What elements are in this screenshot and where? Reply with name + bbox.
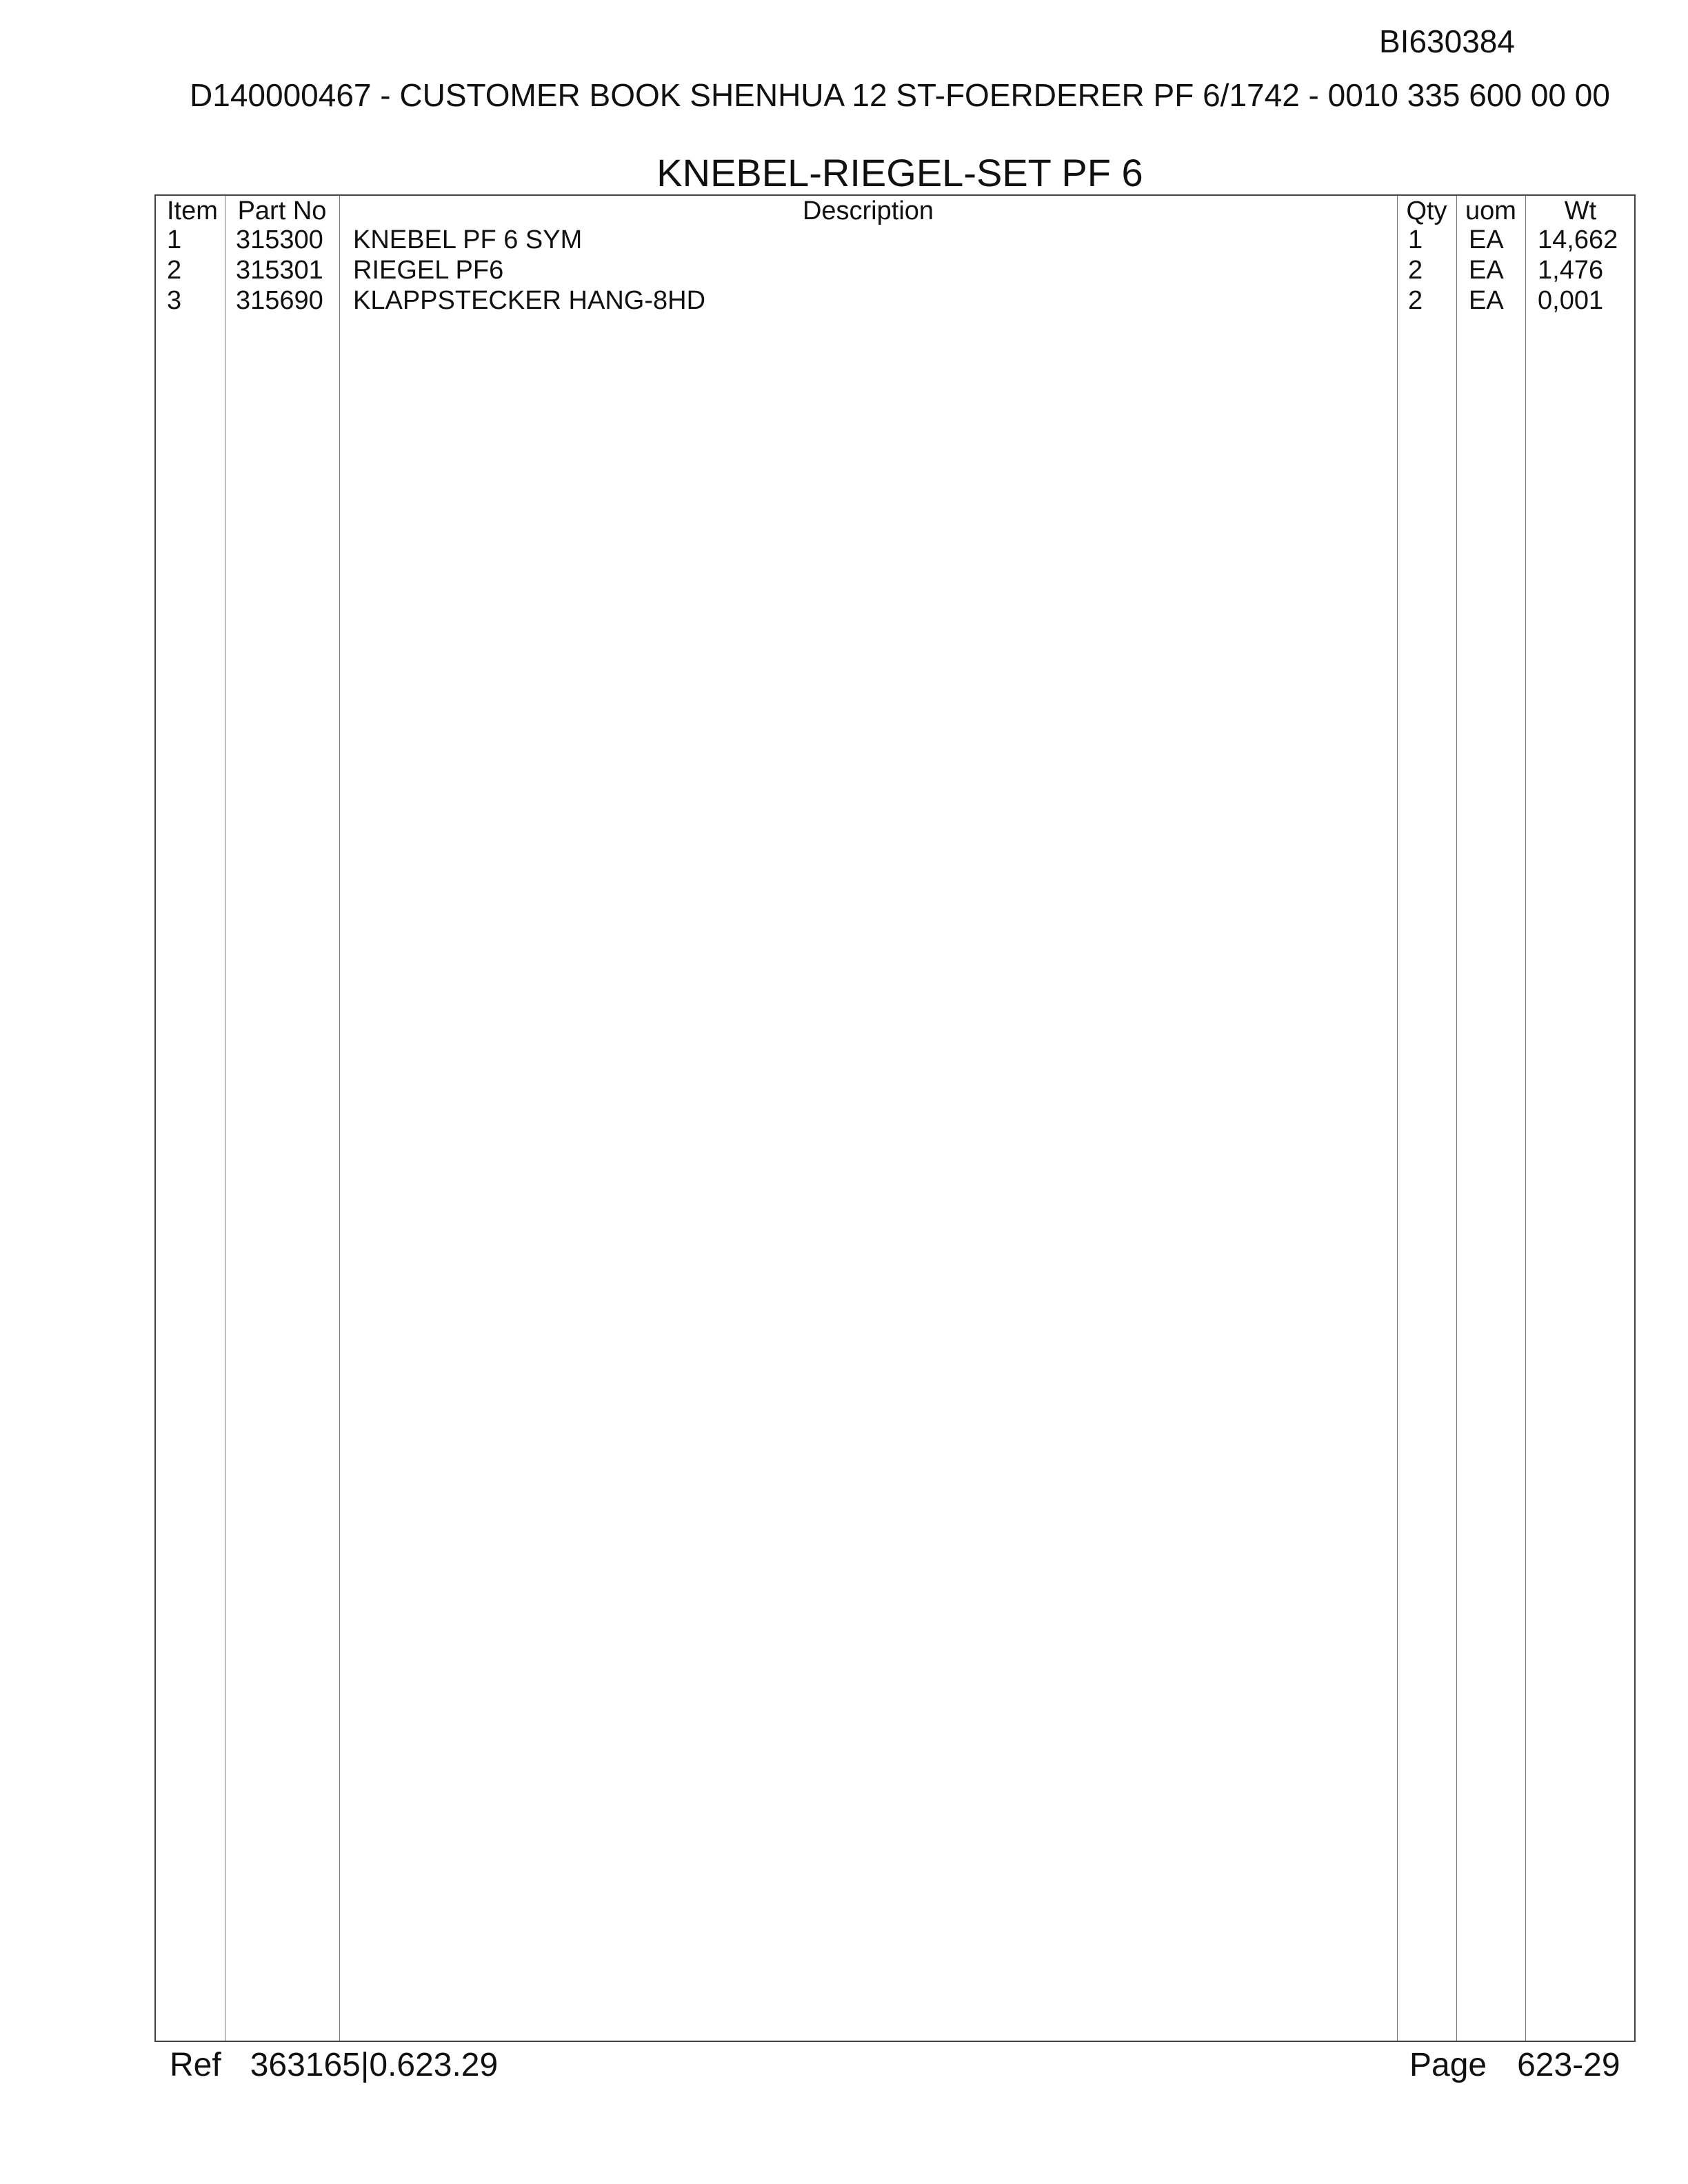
part-number: 315301 bbox=[236, 256, 323, 285]
unit-of-measure: EA bbox=[1469, 225, 1504, 254]
unit-of-measure: EA bbox=[1469, 256, 1504, 285]
weight: 1,476 bbox=[1538, 256, 1604, 285]
column-divider bbox=[1397, 196, 1398, 2041]
part-description: KNEBEL PF 6 SYM bbox=[353, 225, 583, 254]
item-number: 3 bbox=[167, 286, 182, 315]
assembly-title: KNEBEL-RIEGEL-SET PF 6 bbox=[656, 151, 1143, 194]
column-divider bbox=[1525, 196, 1526, 2041]
quantity: 2 bbox=[1408, 286, 1423, 315]
document-id: BI630384 bbox=[1379, 23, 1515, 59]
part-description: KLAPPSTECKER HANG-8HD bbox=[353, 286, 706, 315]
column-divider bbox=[1456, 196, 1457, 2041]
column-header-description: Description bbox=[802, 196, 934, 225]
quantity: 2 bbox=[1408, 256, 1423, 285]
part-number: 315300 bbox=[236, 225, 323, 254]
column-header-item: Item bbox=[167, 196, 218, 225]
part-number: 315690 bbox=[236, 286, 323, 315]
ref-value: 363165|0.623.29 bbox=[250, 2047, 499, 2083]
weight: 14,662 bbox=[1538, 225, 1618, 254]
item-number: 1 bbox=[167, 225, 182, 254]
part-description: RIEGEL PF6 bbox=[353, 256, 504, 285]
column-header-uom: uom bbox=[1465, 196, 1516, 225]
book-title: D140000467 - CUSTOMER BOOK SHENHUA 12 ST-FOERDERER PF 6/1742 - 0010 335 600 00 00 bbox=[190, 77, 1610, 113]
parts-table bbox=[154, 194, 1636, 2042]
quantity: 1 bbox=[1408, 225, 1423, 254]
column-header-part-no: Part No bbox=[237, 196, 327, 225]
column-header-qty: Qty bbox=[1406, 196, 1447, 225]
column-divider bbox=[339, 196, 340, 2041]
weight: 0,001 bbox=[1538, 286, 1604, 315]
unit-of-measure: EA bbox=[1469, 286, 1504, 315]
page-label: Page bbox=[1409, 2047, 1487, 2083]
footer-page bbox=[1409, 2045, 1620, 2086]
footer-ref bbox=[170, 2045, 498, 2086]
ref-label: Ref bbox=[170, 2047, 221, 2083]
item-number: 2 bbox=[167, 256, 182, 285]
column-header-wt: Wt bbox=[1564, 196, 1597, 225]
page-number: 623-29 bbox=[1517, 2047, 1620, 2083]
